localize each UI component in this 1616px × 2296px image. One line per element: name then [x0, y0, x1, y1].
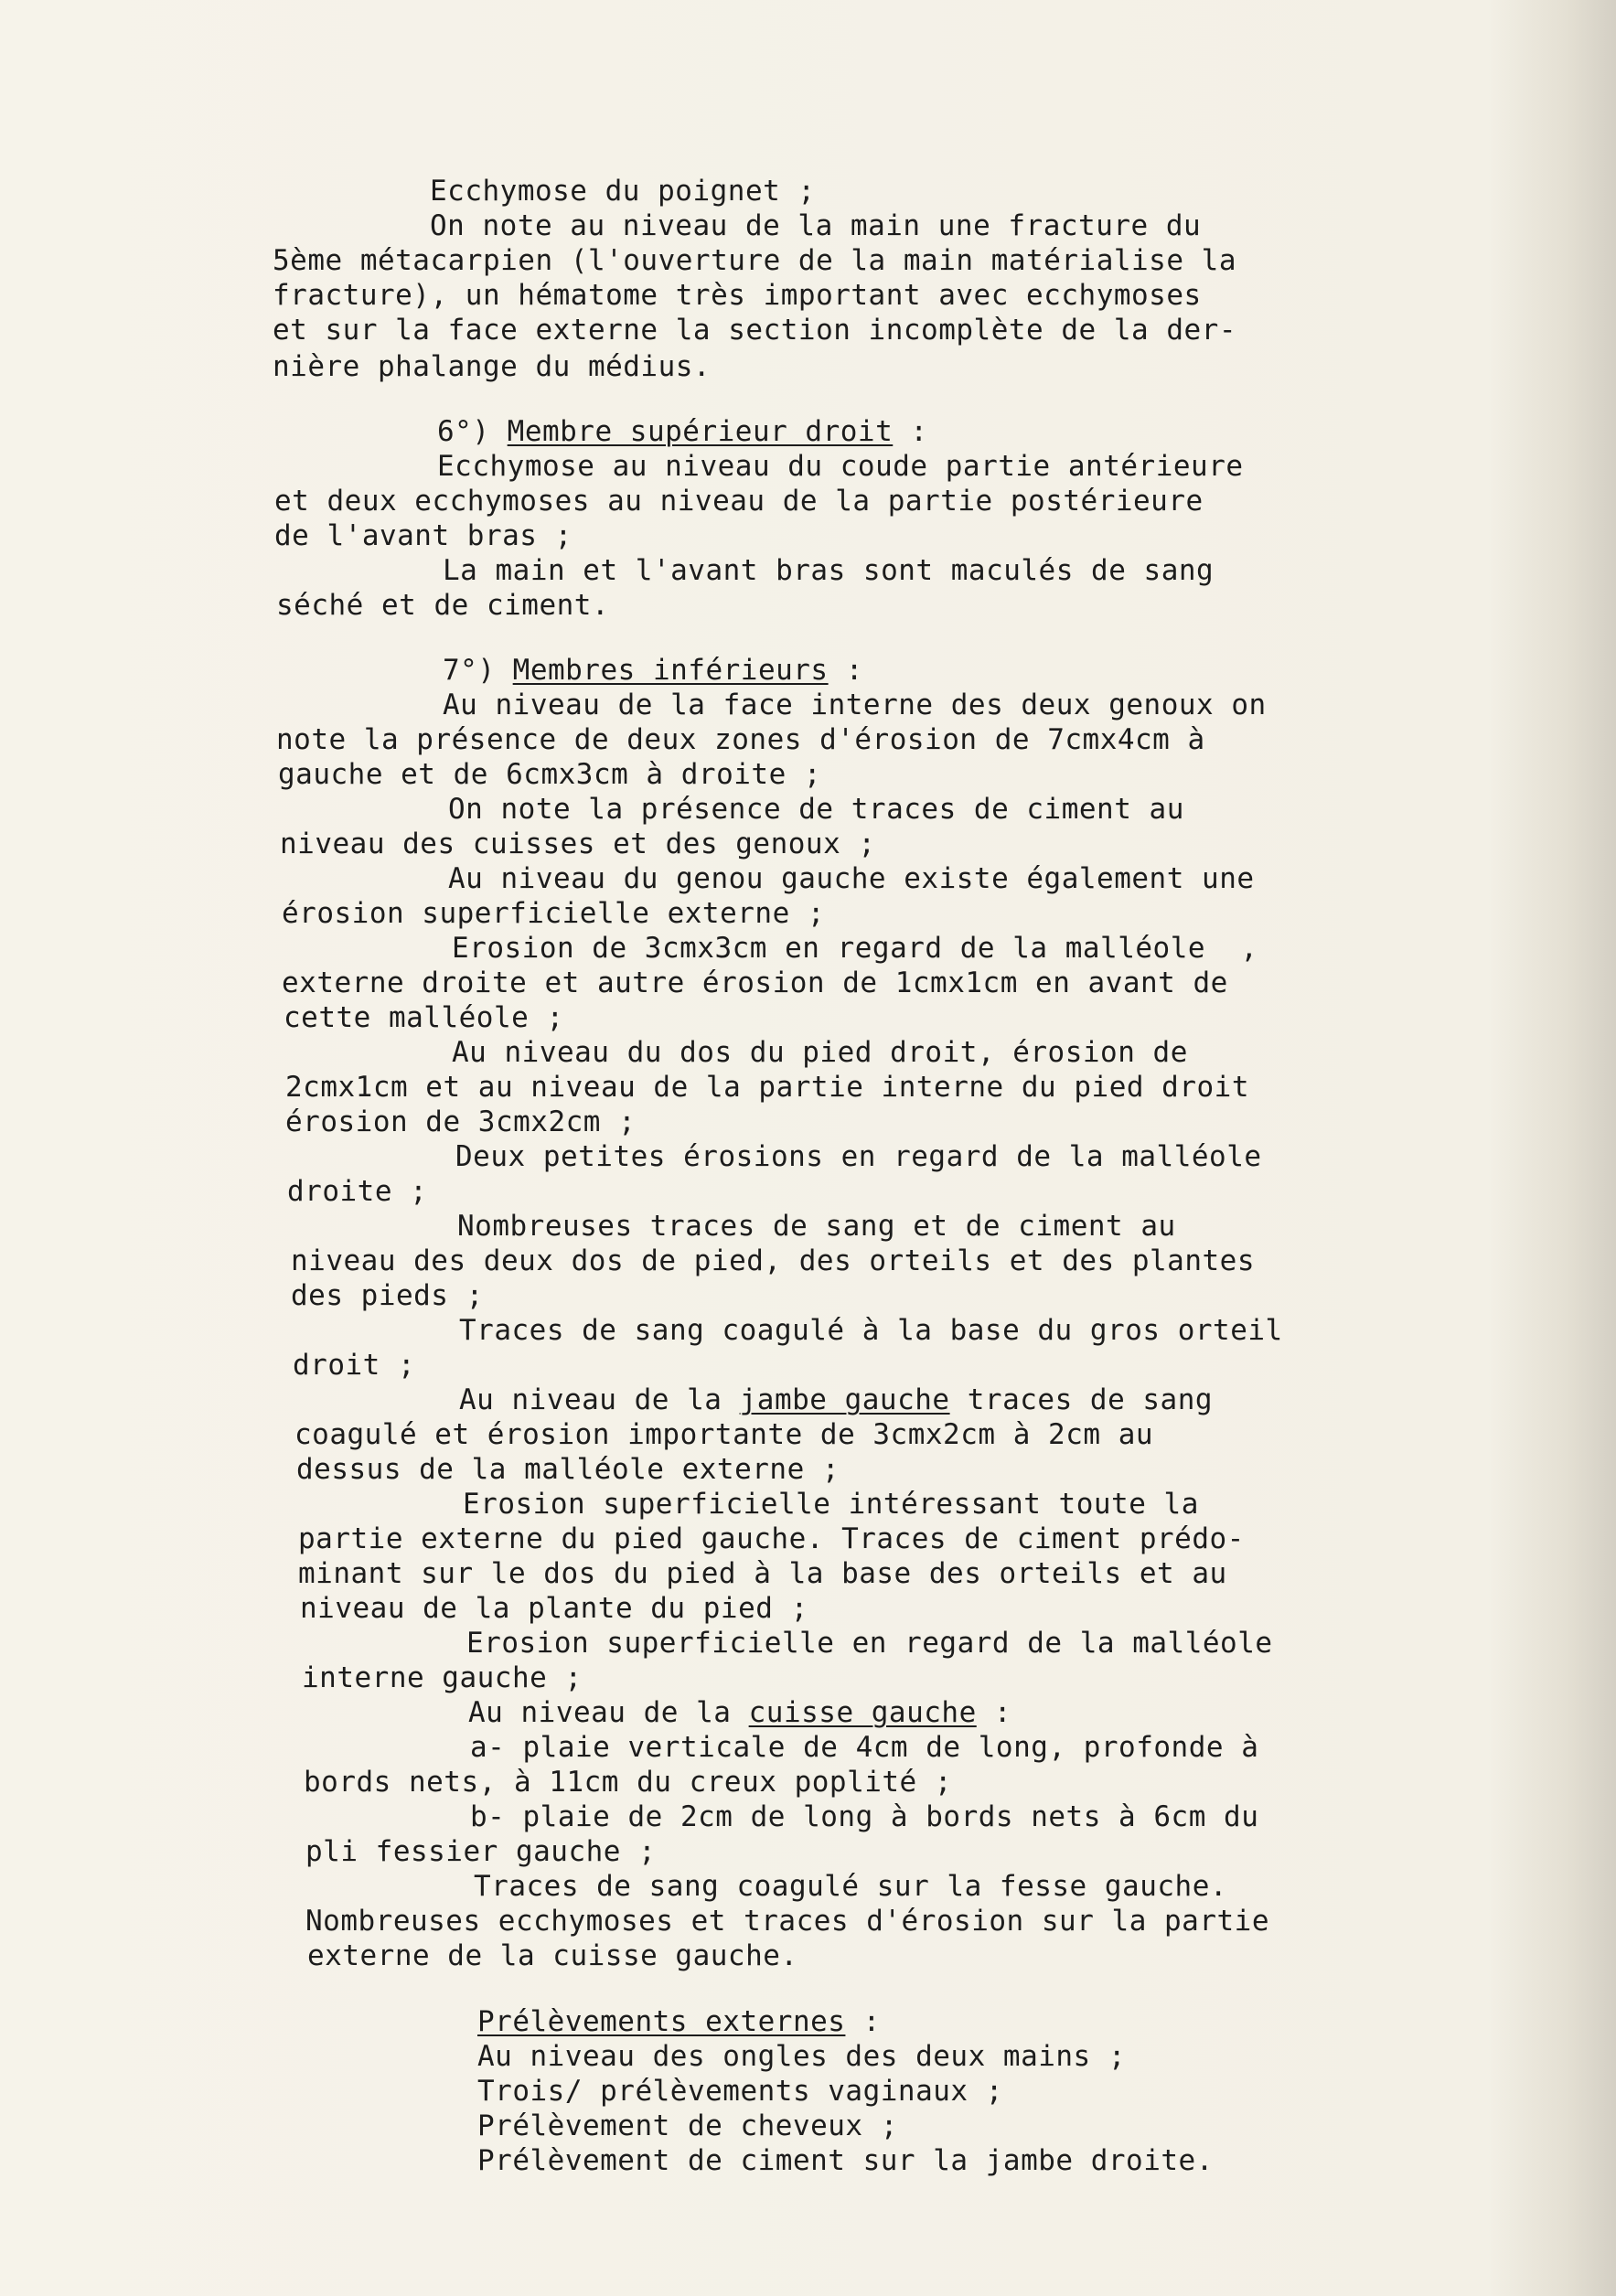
list-item: Prélèvement de ciment sur la jambe droite. [477, 2144, 1214, 2177]
text-line: 2cmx1cm et au niveau de la partie interne du pied droit [285, 1071, 1249, 1104]
text-line: séché et de ciment. [276, 589, 610, 622]
text-line: Erosion superficielle intéressant toute la [463, 1488, 1199, 1521]
text-line: droit ; [293, 1349, 416, 1382]
text-line: niveau de la plante du pied ; [300, 1592, 808, 1625]
text-line: érosion de 3cmx2cm ; [285, 1105, 637, 1138]
text-line: Ecchymose au niveau du coude partie antérieure [437, 450, 1244, 483]
text-line: coagulé et érosion importante de 3cmx2cm à 2cm au [294, 1418, 1154, 1451]
text-line: Erosion de 3cmx3cm en regard de la malléole , [452, 932, 1258, 965]
text-line: note la présence de deux zones d'érosion de 7cmx4cm à [276, 723, 1205, 756]
text-line: On note la présence de traces de ciment au [448, 793, 1184, 826]
text-line: Nombreuses ecchymoses et traces d'érosion sur la partie [305, 1905, 1269, 1938]
text-line: On note au niveau de la main une fracture du [430, 209, 1202, 242]
text-line: niveau des deux dos de pied, des orteils et des plantes [291, 1244, 1255, 1277]
text-line-jambe-gauche: Au niveau de la jambe gauche traces de sang [459, 1383, 1214, 1416]
section-heading-membres-inferieurs: 7°) Membres inférieurs : [443, 654, 863, 687]
text-line: de l'avant bras ; [274, 519, 573, 552]
text-line: pli fessier gauche ; [305, 1835, 657, 1868]
text-line: Erosion superficielle en regard de la malléole [466, 1627, 1273, 1660]
list-item: Prélèvement de cheveux ; [477, 2109, 898, 2142]
text-line: Deux petites érosions en regard de la malléole [455, 1140, 1262, 1173]
text-line: 5ème métacarpien (l'ouverture de la main matérialise la [273, 244, 1236, 277]
text-line: bords nets, à 11cm du creux poplité ; [304, 1766, 953, 1799]
text-line: droite ; [287, 1175, 428, 1208]
text-line: La main et l'avant bras sont maculés de sang [443, 554, 1215, 587]
text-line: érosion superficielle externe ; [282, 897, 826, 930]
text-line: dessus de la malléole externe ; [296, 1453, 840, 1486]
text-line: externe droite et autre érosion de 1cmx1cm en avant de [282, 966, 1228, 999]
text-line: Traces de sang coagulé à la base du gros orteil [459, 1314, 1283, 1347]
list-item: Au niveau des ongles des deux mains ; [477, 2040, 1127, 2073]
text-line: minant sur le dos du pied à la base des orteils et au [298, 1557, 1227, 1590]
section-heading-membre-superieur-droit: 6°) Membre supérieur droit : [437, 415, 928, 448]
text-line: Ecchymose du poignet ; [430, 175, 816, 208]
text-line: nière phalange du médius. [273, 350, 712, 383]
text-line: Nombreuses traces de sang et de ciment au [457, 1210, 1176, 1243]
text-line: b- plaie de 2cm de long à bords nets à 6cm du [470, 1800, 1259, 1833]
text-line: fracture), un hématome très important avec ecchymoses [273, 279, 1202, 312]
section-heading-prelevements-externes: Prélèvements externes : [477, 2005, 881, 2038]
text-line: gauche et de 6cmx3cm à droite ; [278, 758, 822, 791]
text-line: a- plaie verticale de 4cm de long, profonde à [470, 1731, 1259, 1764]
list-item: Trois/ prélèvements vaginaux ; [477, 2075, 1003, 2108]
text-line: partie externe du pied gauche. Traces de ciment prédo- [298, 1522, 1245, 1555]
text-line: et sur la face externe la section incomplète de la der- [273, 314, 1236, 347]
text-line: externe de la cuisse gauche. [307, 1939, 798, 1972]
text-line: des pieds ; [291, 1279, 484, 1312]
text-line: niveau des cuisses et des genoux ; [280, 828, 876, 860]
text-line: et deux ecchymoses au niveau de la partie postérieure [274, 485, 1204, 518]
text-line: cette malléole ; [284, 1001, 564, 1034]
text-line: interne gauche ; [302, 1661, 583, 1694]
text-line-cuisse-gauche: Au niveau de la cuisse gauche : [468, 1696, 1012, 1729]
text-line: Au niveau du dos du pied droit, érosion de [452, 1036, 1188, 1069]
text-line: Au niveau du genou gauche existe également une [448, 862, 1255, 895]
text-line: Au niveau de la face interne des deux genoux on [443, 689, 1267, 721]
text-line: Traces de sang coagulé sur la fesse gauche. [474, 1870, 1228, 1903]
